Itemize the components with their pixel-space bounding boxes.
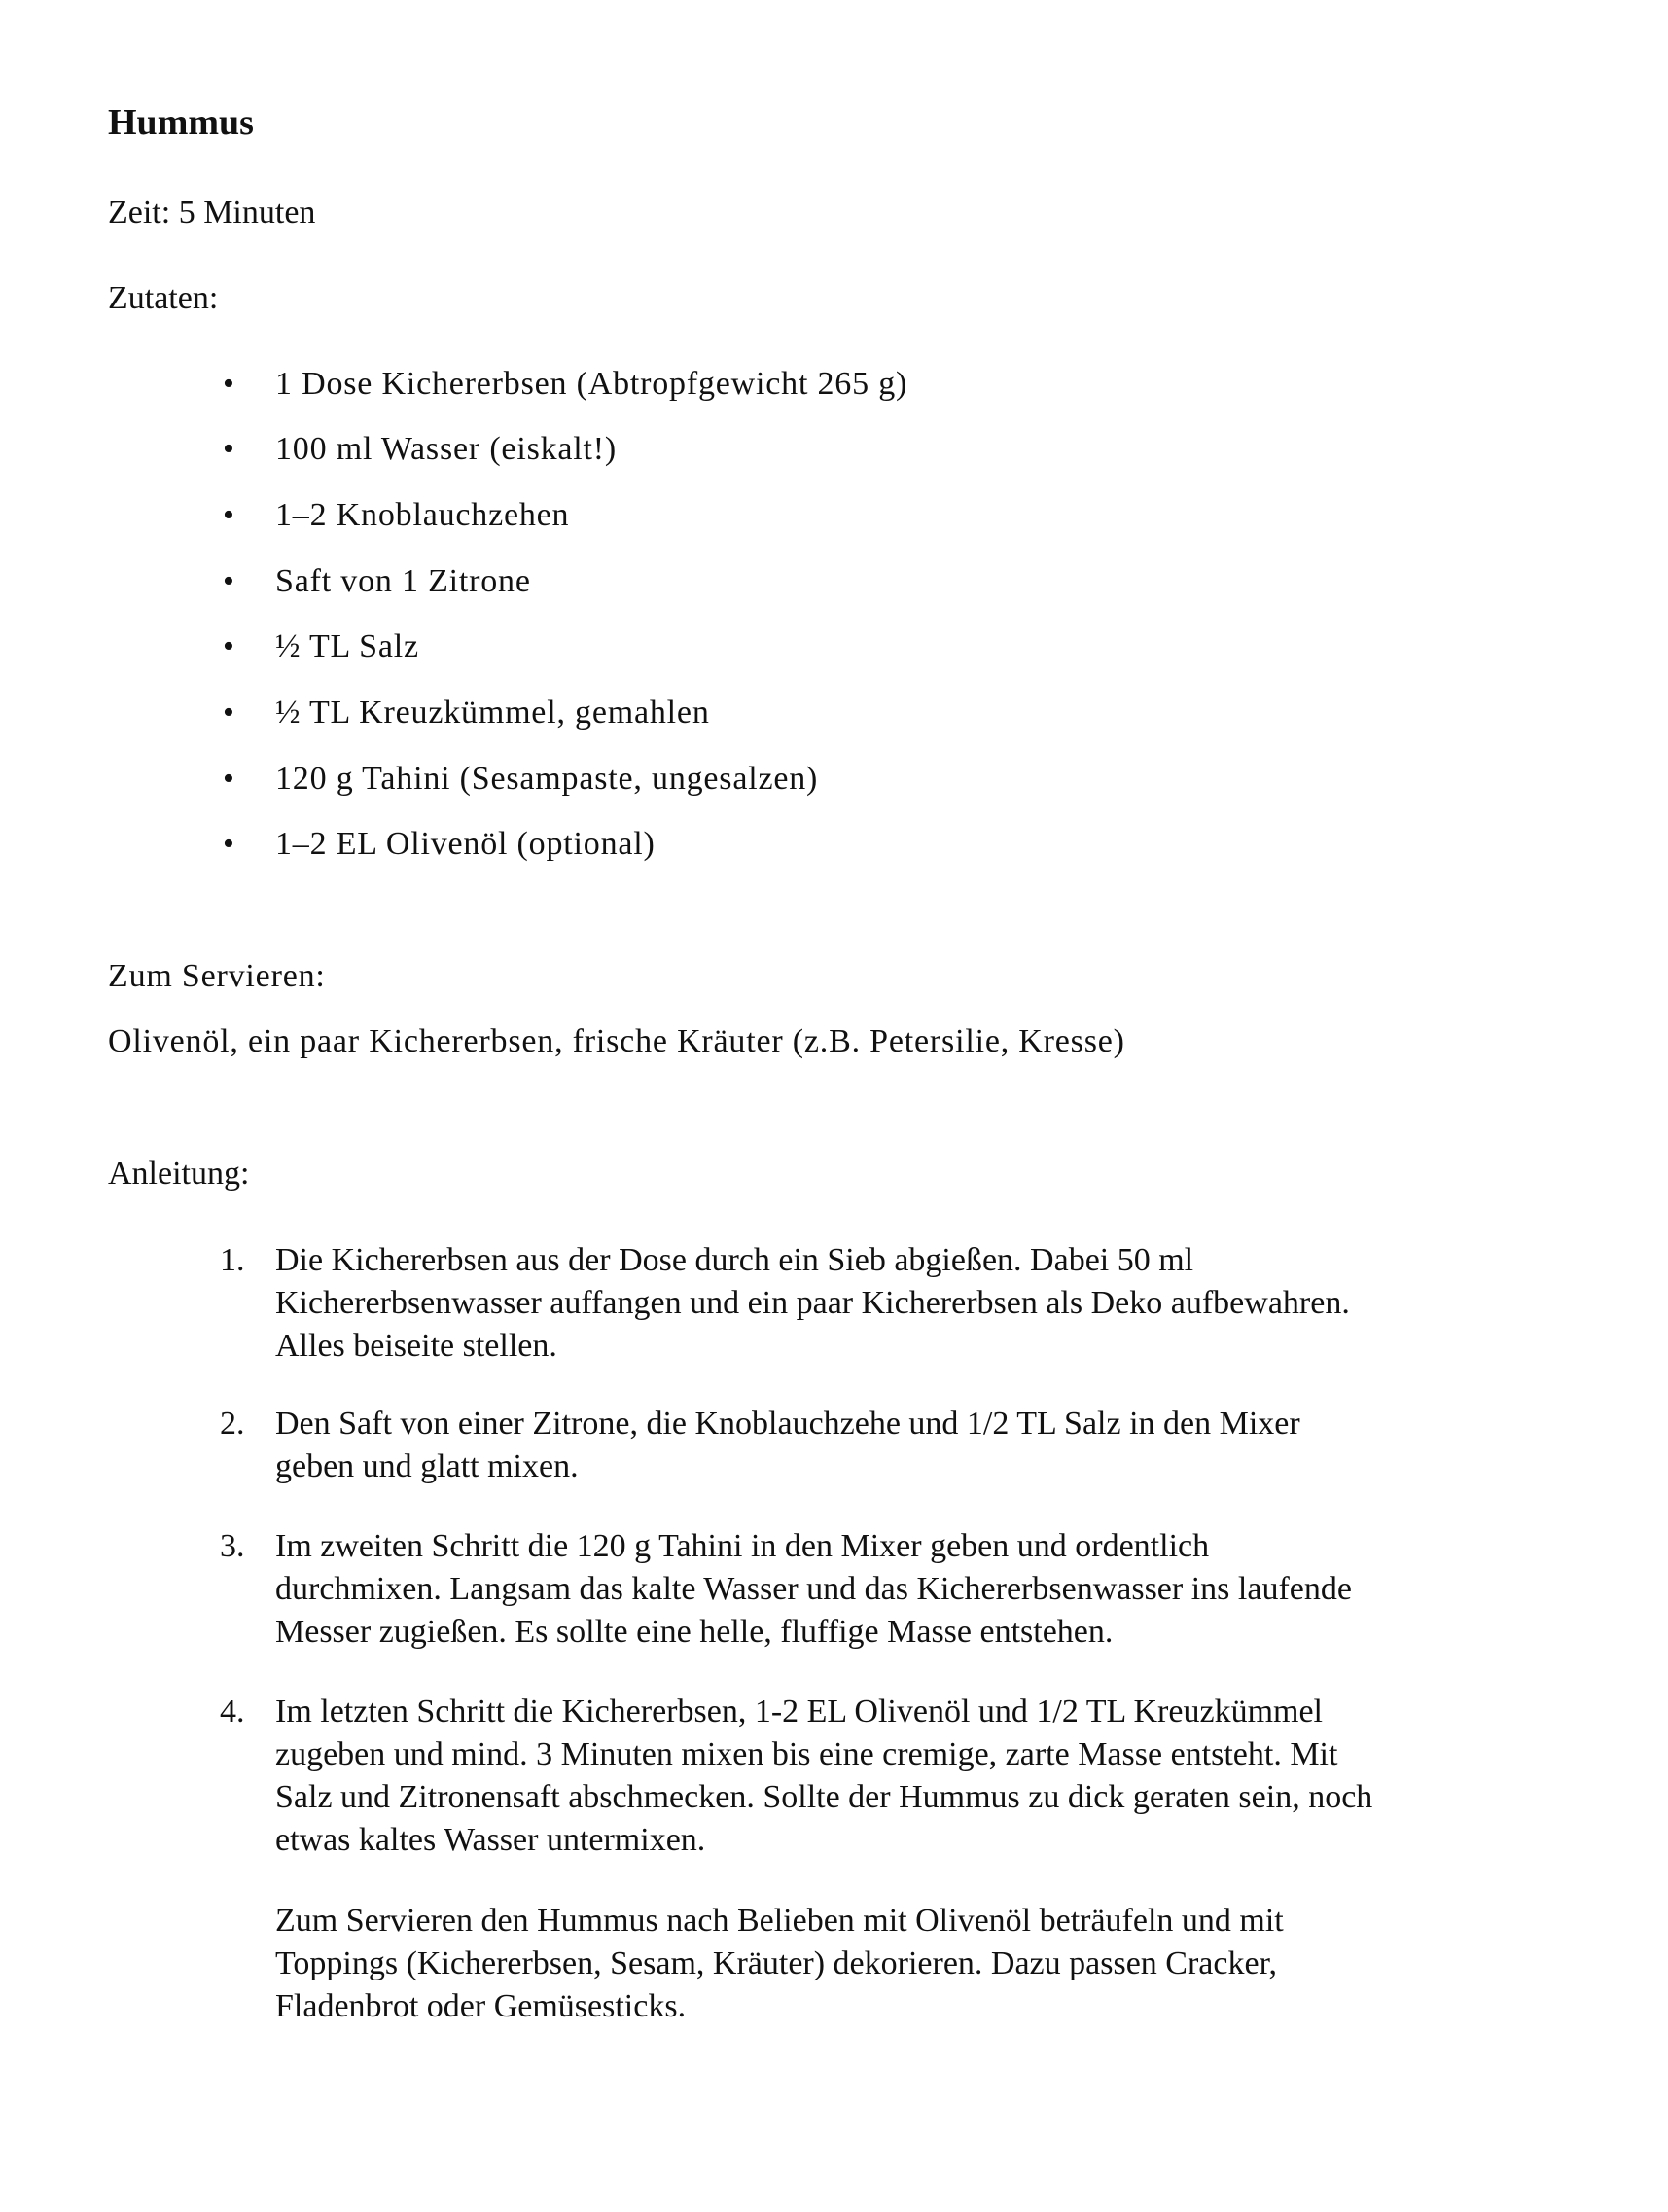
step-line: Die Kichererbsen aus der Dose durch ein Sieb abgießen. Dabei 50 ml — [275, 1242, 1194, 1278]
bullet-icon: • — [223, 366, 235, 402]
bullet-icon: • — [223, 761, 235, 797]
step-line: Kichererbsenwasser auffangen und ein paar Kichererbsen als Deko aufbewahren. — [275, 1285, 1350, 1321]
step-line: Messer zugießen. Es sollte eine helle, fluffige Masse entstehen. — [275, 1614, 1114, 1650]
recipe-title: Hummus — [108, 102, 254, 143]
bullet-icon: • — [223, 628, 235, 664]
bullet-icon: • — [223, 497, 235, 533]
serving-heading: Zum Servieren: — [108, 958, 326, 994]
bullet-icon: • — [223, 695, 235, 731]
serving-text: Olivenöl, ein paar Kichererbsen, frische Kräuter (z.B. Petersilie, Kresse) — [108, 1023, 1125, 1059]
prep-time: Zeit: 5 Minuten — [108, 195, 316, 231]
instructions-heading: Anleitung: — [108, 1156, 250, 1192]
step-line: Den Saft von einer Zitrone, die Knoblauchzehe und 1/2 TL Salz in den Mixer — [275, 1406, 1300, 1442]
closing-line: Zum Servieren den Hummus nach Belieben mit Olivenöl beträufeln und mit — [275, 1903, 1284, 1939]
step-number: 1. — [220, 1242, 245, 1278]
step-number: 2. — [220, 1406, 245, 1442]
bullet-icon: • — [223, 826, 235, 862]
step-line: geben und glatt mixen. — [275, 1448, 579, 1484]
step-number: 4. — [220, 1694, 245, 1730]
bullet-icon: • — [223, 431, 235, 467]
step-line: durchmixen. Langsam das kalte Wasser und das Kichererbsenwasser ins laufende — [275, 1571, 1352, 1607]
bullet-icon: • — [223, 563, 235, 599]
step-line: Alles beiseite stellen. — [275, 1328, 557, 1364]
step-line: etwas kaltes Wasser untermixen. — [275, 1822, 706, 1858]
step-line: zugeben und mind. 3 Minuten mixen bis eine cremige, zarte Masse entsteht. Mit — [275, 1736, 1338, 1772]
step-number: 3. — [220, 1528, 245, 1564]
ingredients-heading: Zutaten: — [108, 280, 219, 316]
step-line: Im letzten Schritt die Kichererbsen, 1-2 EL Olivenöl und 1/2 TL Kreuzkümmel — [275, 1694, 1323, 1730]
closing-line: Fladenbrot oder Gemüsesticks. — [275, 1988, 687, 2024]
closing-line: Toppings (Kichererbsen, Sesam, Kräuter) dekorieren. Dazu passen Cracker, — [275, 1945, 1278, 1981]
step-line: Salz und Zitronensaft abschmecken. Sollte der Hummus zu dick geraten sein, noch — [275, 1779, 1373, 1815]
step-line: Im zweiten Schritt die 120 g Tahini in den Mixer geben und ordentlich — [275, 1528, 1210, 1564]
